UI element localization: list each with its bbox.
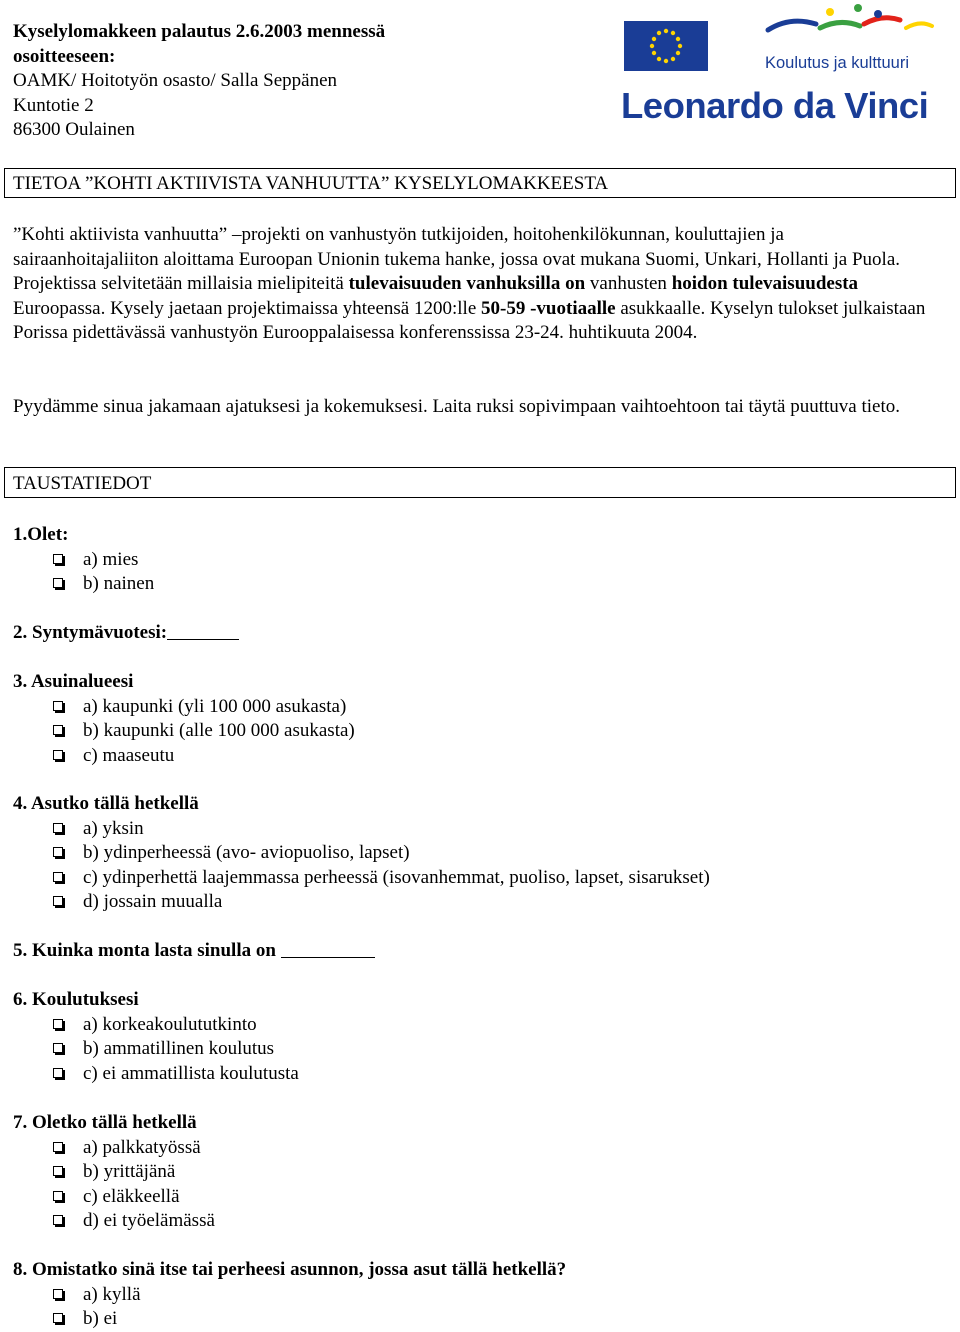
- intro-emphasis: 50-59 -vuotiaalle: [481, 297, 616, 319]
- option-row[interactable]: [13, 890, 710, 915]
- section-title: TAUSTATIEDOT: [4, 467, 956, 498]
- checkbox-icon[interactable]: [53, 1019, 63, 1029]
- return-address: [13, 20, 385, 143]
- checkbox-icon[interactable]: [53, 554, 63, 564]
- option-row[interactable]: [13, 1283, 566, 1308]
- option-label: c) ydinperhettä laajemmassa perheessä (isovanhemmat, puoliso, lapset, sisarukset): [83, 866, 710, 888]
- checkbox-icon[interactable]: [53, 1289, 63, 1299]
- question-title: 5. Kuinka monta lasta sinulla on: [13, 940, 276, 961]
- question-7: [13, 1111, 215, 1234]
- option-row[interactable]: [13, 866, 710, 891]
- option-label: a) yksin: [83, 817, 144, 839]
- intro-text-part: Projektissa selvitetään millaisia mielipiteitä: [13, 273, 344, 294]
- question-title: 1.Olet:: [13, 524, 69, 545]
- option-row[interactable]: [13, 1185, 215, 1210]
- koulutus-ja-kulttuuri-logo-text: Koulutus ja kulttuuri: [765, 54, 909, 72]
- option-row[interactable]: [13, 817, 710, 842]
- option-row[interactable]: [13, 1209, 215, 1234]
- question-title: 6. Koulutuksesi: [13, 989, 139, 1010]
- option-row[interactable]: [13, 572, 154, 597]
- option-label: a) kaupunki (yli 100 000 asukasta): [83, 695, 347, 717]
- option-label: a) palkkatyössä: [83, 1136, 201, 1158]
- checkbox-icon[interactable]: [53, 1166, 63, 1176]
- option-label: b) kaupunki (alle 100 000 asukasta): [83, 720, 355, 741]
- question-4: [13, 792, 710, 915]
- option-label: b) ei: [83, 1308, 118, 1329]
- answer-blank[interactable]: [167, 622, 239, 640]
- option-label: d) ei työelämässä: [83, 1210, 215, 1231]
- option-label: c) maaseutu: [83, 744, 175, 766]
- leonardo-da-vinci-logo-text: Leonardo da Vinci: [621, 85, 929, 126]
- intro-text-part: vanhusten: [589, 273, 667, 294]
- option-label: c) eläkkeellä: [83, 1185, 180, 1207]
- option-row[interactable]: [13, 548, 154, 573]
- checkbox-icon[interactable]: [53, 725, 63, 735]
- checkbox-icon[interactable]: [53, 1215, 63, 1225]
- birds-logo-icon: [760, 2, 940, 44]
- checkbox-icon[interactable]: [53, 750, 63, 760]
- checkbox-icon[interactable]: [53, 1313, 63, 1323]
- question-title: 2. Syntymävuotesi:: [13, 622, 168, 643]
- intro-text-part: asukkaalle. Kyselyn tulokset julkaistaan Porissa pidettävässä vanhustyön Eurooppalaisessa konferenssissa 23-24. huhtikuuta 2004.: [13, 297, 926, 343]
- question-title: 3. Asuinalueesi: [13, 671, 134, 692]
- answer-blank[interactable]: [281, 940, 375, 958]
- intro-text: [13, 223, 933, 346]
- intro-emphasis: hoidon tulevaisuudesta: [671, 273, 859, 294]
- question-title: 8. Omistatko sinä itse tai perheesi asunnon, jossa asut tällä hetkellä?: [13, 1259, 567, 1280]
- option-label: d) jossain muualla: [83, 891, 223, 912]
- checkbox-icon[interactable]: [53, 701, 63, 711]
- option-row[interactable]: [13, 1307, 566, 1332]
- question-6: [13, 988, 299, 1086]
- question-title: 7. Oletko tällä hetkellä: [13, 1112, 197, 1133]
- question-5: [13, 939, 375, 964]
- checkbox-icon[interactable]: [53, 847, 63, 857]
- checkbox-icon[interactable]: [53, 1191, 63, 1201]
- option-row[interactable]: [13, 1013, 299, 1038]
- option-label: c) ei ammatillista koulutusta: [83, 1062, 299, 1084]
- checkbox-icon[interactable]: [53, 896, 63, 906]
- option-row[interactable]: [13, 744, 355, 769]
- address-city: 86300 Oulainen: [13, 119, 135, 140]
- eu-flag-icon: [624, 21, 708, 71]
- document-title: TIETOA ”KOHTI AKTIIVISTA VANHUUTTA” KYSELYLOMAKKEESTA: [4, 168, 956, 198]
- intro-text-part: Euroopassa. Kysely jaetaan projektimaissa yhteensä 1200:lle: [13, 297, 477, 319]
- question-1: [13, 523, 154, 597]
- option-row[interactable]: [13, 1062, 299, 1087]
- option-row[interactable]: [13, 841, 710, 866]
- option-label: a) mies: [83, 548, 139, 570]
- option-label: b) nainen: [83, 573, 155, 594]
- question-title: 4. Asutko tällä hetkellä: [13, 793, 199, 814]
- intro-emphasis: tulevaisuuden vanhuksilla on: [348, 273, 586, 294]
- checkbox-icon[interactable]: [53, 823, 63, 833]
- checkbox-icon[interactable]: [53, 1068, 63, 1078]
- option-row[interactable]: [13, 1037, 299, 1062]
- option-label: b) yrittäjänä: [83, 1161, 176, 1182]
- address-label: osoitteeseen:: [13, 45, 116, 67]
- option-row[interactable]: [13, 1136, 215, 1161]
- question-3: [13, 670, 355, 768]
- checkbox-icon[interactable]: [53, 872, 63, 882]
- option-label: a) kyllä: [83, 1283, 141, 1305]
- checkbox-icon[interactable]: [53, 578, 63, 588]
- address-organization: OAMK/ Hoitotyön osasto/ Salla Seppänen: [13, 70, 338, 91]
- checkbox-icon[interactable]: [53, 1043, 63, 1053]
- intro-sentence-1: ”Kohti aktiivista vanhuutta” –projekti on vanhustyön tutkijoiden, hoitohenkilökunnan, kouluttajien ja sairaanhoitajaliiton aloittama Euroopan Unionin tukema hanke, jossa ovat mukana Suomi, Unkari, Hollanti ja Puola.: [13, 224, 900, 270]
- option-row[interactable]: [13, 1160, 215, 1185]
- question-8: [13, 1258, 566, 1332]
- instruction-text: Pyydämme sinua jakamaan ajatuksesi ja kokemuksesi. Laita ruksi sopivimpaan vaihtoehtoon tai täytä puuttuva tieto.: [13, 396, 900, 417]
- option-row[interactable]: [13, 695, 355, 720]
- return-deadline: Kyselylomakkeen palautus 2.6.2003 mennessä: [13, 21, 386, 42]
- checkbox-icon[interactable]: [53, 1142, 63, 1152]
- intro-paragraph: [13, 223, 933, 346]
- address-street: Kuntotie 2: [13, 94, 94, 116]
- option-label: b) ydinperheessä (avo- aviopuoliso, lapset): [83, 842, 410, 863]
- option-row[interactable]: [13, 719, 355, 744]
- option-label: a) korkeakoulututkinto: [83, 1013, 257, 1035]
- option-label: b) ammatillinen koulutus: [83, 1038, 275, 1059]
- question-2: [13, 621, 239, 646]
